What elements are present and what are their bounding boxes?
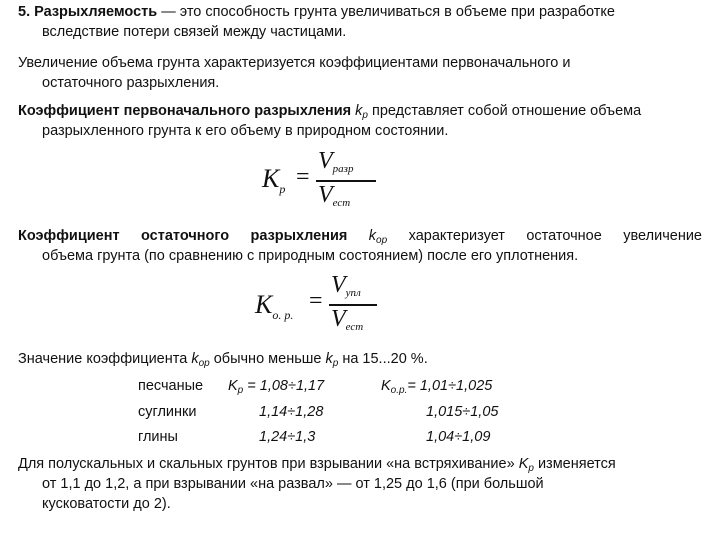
symbol: k: [191, 351, 199, 367]
paragraph-loosening-definition: [18, 2, 702, 42]
paragraph-line: Увеличение объема грунта характеризуется коэффициентами первоначального и: [18, 55, 571, 71]
term-bold: Коэффициент первоначального разрыхления: [18, 103, 352, 119]
paragraph-line: [18, 226, 702, 246]
kop-value: 1,015÷1,05: [426, 404, 499, 420]
soil-type: суглинки: [138, 404, 197, 420]
symbol: k: [355, 103, 363, 119]
symbol-subscript: op: [376, 235, 388, 246]
paragraph-line: разрыхленного грунта к его объему в природном состоянии.: [42, 123, 449, 139]
paragraph-line: от 1,1 до 1,2, а при взрывании «на развал» — от 1,25 до 1,6 (при большой: [42, 476, 544, 492]
soil-type: глины: [138, 429, 178, 445]
formula-lhs: $K_p$: [262, 164, 286, 196]
formula-denominator: $V_{ест}$: [331, 306, 364, 333]
paragraph-line: [18, 2, 702, 22]
soil-type: песчаные: [138, 378, 204, 394]
symbol-subscript: p: [332, 358, 339, 369]
symbol-subscript: p: [362, 110, 368, 121]
formula-equals: =: [309, 288, 323, 314]
symbol: K: [518, 456, 529, 472]
paragraph-line: Для полускальных и скальных грунтов при взрывании «на встряхивание» $K_p$ изменяется: [18, 456, 616, 474]
paragraph-line: вследствие потери связей между частицами.: [42, 24, 347, 40]
paragraph-initial-coefficient: [18, 101, 702, 141]
formula-equals: =: [296, 164, 310, 190]
symbol: k: [368, 228, 377, 244]
formula-denominator: $V_{ест}$: [318, 182, 351, 209]
kop-value: 1,04÷1,09: [426, 429, 491, 445]
symbol: k: [325, 351, 333, 367]
kp-value: $K_p = 1,08\div 1,17$: [228, 378, 325, 396]
formula-lhs: $K_{o. p.}$: [255, 290, 294, 322]
paragraph-coefficients-intro: [18, 53, 702, 93]
text-span: представляет собой отношение объема: [367, 103, 642, 119]
symbol-subscript: op: [198, 358, 210, 369]
term-bold: Коэффициент остаточного разрыхления: [18, 228, 348, 244]
text-span: характеризует остаточное увеличение: [387, 228, 702, 244]
paragraph-line: [18, 101, 702, 121]
paragraph-rock-blasting: [18, 454, 702, 514]
formula-numerator: $V_{разр}$: [318, 148, 354, 175]
paragraph-comparison: [18, 349, 702, 369]
kop-value: $K_{o.p.}= 1,01\div 1,025$: [381, 378, 493, 396]
paragraph-line: Значение коэффициента $k_{op}$ обычно меньше $k_p$ на 15...20 %.: [18, 351, 428, 369]
term-heading: 5. Разрыхляемость: [18, 4, 158, 20]
paragraph-line: остаточного разрыхления.: [42, 75, 220, 91]
text-span: — это способность грунта увеличиваться в объеме при разработке: [157, 4, 615, 20]
paragraph-line: объема грунта (по сравнению с природным состоянием) после его уплотнения.: [42, 248, 579, 264]
formula-numerator: $V_{упл}$: [331, 272, 361, 299]
symbol-subscript: p: [528, 463, 534, 474]
formula-initial-coefficient: [262, 148, 392, 214]
kp-value: 1,24÷1,3: [259, 429, 316, 445]
paragraph-line: кусковатости до 2).: [42, 496, 171, 512]
formula-residual-coefficient: [255, 272, 395, 338]
kp-value: 1,14÷1,28: [259, 404, 324, 420]
paragraph-residual-coefficient: [18, 226, 702, 266]
